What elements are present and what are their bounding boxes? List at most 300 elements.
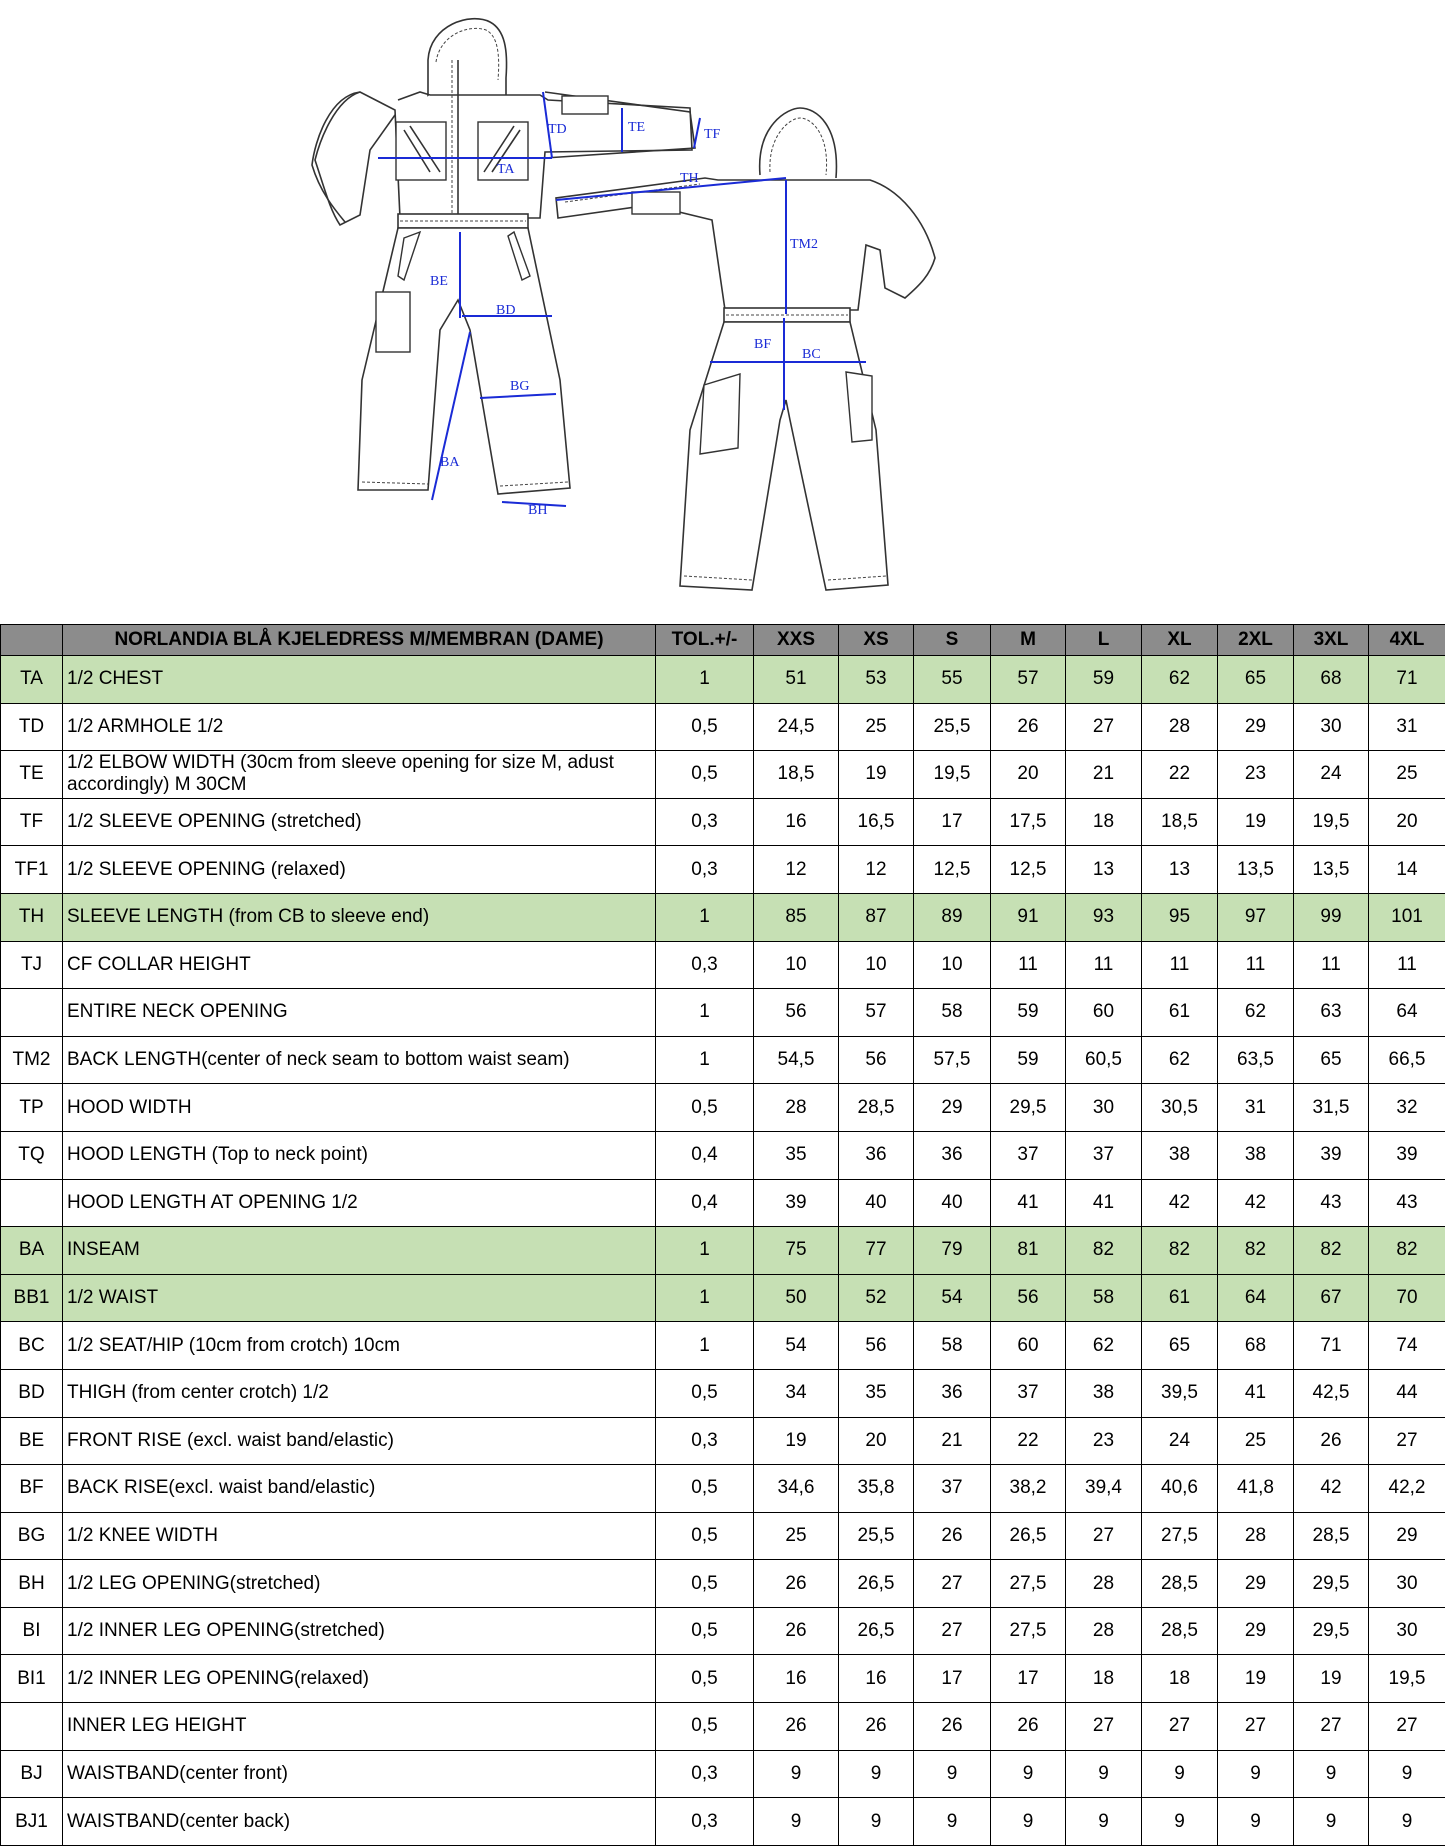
header-size-3xl: 3XL xyxy=(1294,625,1369,656)
row-tolerance: 0,5 xyxy=(656,1607,754,1655)
row-value: 37 xyxy=(1066,1131,1142,1179)
row-value: 62 xyxy=(1066,1322,1142,1370)
row-value: 82 xyxy=(1294,1227,1369,1275)
row-value: 11 xyxy=(1218,941,1294,989)
row-value: 9 xyxy=(754,1798,839,1846)
row-value: 27 xyxy=(1066,703,1142,751)
row-description: 1/2 SLEEVE OPENING (relaxed) xyxy=(63,846,656,894)
measurement-spec-table xyxy=(0,624,1445,1846)
row-code xyxy=(1,1703,63,1751)
label-TD: TD xyxy=(548,122,567,137)
row-value: 54 xyxy=(914,1274,991,1322)
row-code: BD xyxy=(1,1369,63,1417)
row-value: 12 xyxy=(839,846,914,894)
row-value: 9 xyxy=(1218,1798,1294,1846)
row-value: 34 xyxy=(754,1369,839,1417)
row-description: BACK RISE(excl. waist band/elastic) xyxy=(63,1465,656,1513)
row-value: 19,5 xyxy=(914,751,991,799)
row-tolerance: 0,4 xyxy=(656,1131,754,1179)
header-tolerance: TOL.+/- xyxy=(656,625,754,656)
row-value: 28 xyxy=(1066,1607,1142,1655)
table-row xyxy=(1,1036,1445,1084)
row-tolerance: 0,5 xyxy=(656,1465,754,1513)
label-TF: TF xyxy=(704,127,721,142)
row-description: INSEAM xyxy=(63,1227,656,1275)
row-value: 29 xyxy=(1218,1560,1294,1608)
row-value: 19 xyxy=(754,1417,839,1465)
table-row xyxy=(1,1703,1445,1751)
table-row xyxy=(1,1369,1445,1417)
row-value: 27 xyxy=(1369,1703,1445,1751)
row-value: 19,5 xyxy=(1294,798,1369,846)
row-code: TP xyxy=(1,1084,63,1132)
row-code: BI1 xyxy=(1,1655,63,1703)
row-value: 42,2 xyxy=(1369,1465,1445,1513)
row-value: 16,5 xyxy=(839,798,914,846)
row-code: BJ xyxy=(1,1750,63,1798)
row-value: 19 xyxy=(1218,1655,1294,1703)
row-code: TA xyxy=(1,656,63,704)
header-code xyxy=(1,625,63,656)
row-code: TF1 xyxy=(1,846,63,894)
garment-illustration xyxy=(0,0,1445,620)
table-row xyxy=(1,1322,1445,1370)
row-value: 22 xyxy=(1142,751,1218,799)
row-value: 24 xyxy=(1142,1417,1218,1465)
row-value: 9 xyxy=(914,1750,991,1798)
row-value: 101 xyxy=(1369,893,1445,941)
row-value: 40,6 xyxy=(1142,1465,1218,1513)
table-row xyxy=(1,893,1445,941)
row-value: 25 xyxy=(1369,751,1445,799)
row-value: 59 xyxy=(991,1036,1066,1084)
row-tolerance: 0,5 xyxy=(656,1560,754,1608)
label-TA: TA xyxy=(497,162,515,177)
row-value: 51 xyxy=(754,656,839,704)
row-code: BI xyxy=(1,1607,63,1655)
row-value: 29 xyxy=(1218,703,1294,751)
row-tolerance: 1 xyxy=(656,893,754,941)
row-tolerance: 0,5 xyxy=(656,1703,754,1751)
row-code: TF xyxy=(1,798,63,846)
row-tolerance: 1 xyxy=(656,989,754,1037)
row-description: 1/2 ELBOW WIDTH (30cm from sleeve opening for size M, adust accordingly) M 30CM xyxy=(63,751,656,799)
row-value: 17,5 xyxy=(991,798,1066,846)
header-size-l: L xyxy=(1066,625,1142,656)
header-size-xs: XS xyxy=(839,625,914,656)
row-code: BB1 xyxy=(1,1274,63,1322)
table-row xyxy=(1,1750,1445,1798)
row-value: 36 xyxy=(839,1131,914,1179)
row-value: 18,5 xyxy=(754,751,839,799)
row-description: BACK LENGTH(center of neck seam to bottom waist seam) xyxy=(63,1036,656,1084)
header-size-xl: XL xyxy=(1142,625,1218,656)
row-value: 62 xyxy=(1142,656,1218,704)
row-code: TQ xyxy=(1,1131,63,1179)
row-value: 62 xyxy=(1218,989,1294,1037)
row-value: 9 xyxy=(1294,1798,1369,1846)
row-value: 91 xyxy=(991,893,1066,941)
row-tolerance: 0,3 xyxy=(656,941,754,989)
row-value: 10 xyxy=(754,941,839,989)
row-value: 26 xyxy=(754,1560,839,1608)
row-value: 36 xyxy=(914,1369,991,1417)
row-value: 81 xyxy=(991,1227,1066,1275)
row-value: 9 xyxy=(1066,1798,1142,1846)
row-value: 27,5 xyxy=(1142,1512,1218,1560)
row-value: 60,5 xyxy=(1066,1036,1142,1084)
row-value: 21 xyxy=(1066,751,1142,799)
row-value: 9 xyxy=(754,1750,839,1798)
row-value: 41 xyxy=(1218,1369,1294,1417)
row-value: 57 xyxy=(991,656,1066,704)
row-value: 41,8 xyxy=(1218,1465,1294,1513)
row-value: 54 xyxy=(754,1322,839,1370)
row-value: 13,5 xyxy=(1294,846,1369,894)
row-description: 1/2 CHEST xyxy=(63,656,656,704)
label-BA: BA xyxy=(440,455,460,470)
row-value: 18 xyxy=(1066,1655,1142,1703)
row-value: 42 xyxy=(1294,1465,1369,1513)
row-value: 39 xyxy=(754,1179,839,1227)
row-value: 12,5 xyxy=(914,846,991,894)
row-value: 9 xyxy=(1066,1750,1142,1798)
row-value: 58 xyxy=(1066,1274,1142,1322)
row-value: 31,5 xyxy=(1294,1084,1369,1132)
row-value: 9 xyxy=(1142,1750,1218,1798)
row-value: 23 xyxy=(1218,751,1294,799)
row-value: 39 xyxy=(1369,1131,1445,1179)
row-value: 74 xyxy=(1369,1322,1445,1370)
row-value: 42 xyxy=(1218,1179,1294,1227)
row-code: BG xyxy=(1,1512,63,1560)
row-tolerance: 1 xyxy=(656,656,754,704)
label-BE: BE xyxy=(430,274,448,289)
row-value: 71 xyxy=(1294,1322,1369,1370)
row-value: 35,8 xyxy=(839,1465,914,1513)
row-value: 89 xyxy=(914,893,991,941)
row-value: 58 xyxy=(914,1322,991,1370)
row-description: ENTIRE NECK OPENING xyxy=(63,989,656,1037)
row-value: 71 xyxy=(1369,656,1445,704)
row-value: 27 xyxy=(914,1607,991,1655)
row-value: 37 xyxy=(991,1369,1066,1417)
label-TM2: TM2 xyxy=(790,237,818,252)
row-value: 19 xyxy=(1218,798,1294,846)
row-value: 57 xyxy=(839,989,914,1037)
header-size-2xl: 2XL xyxy=(1218,625,1294,656)
row-value: 10 xyxy=(839,941,914,989)
header-size-m: M xyxy=(991,625,1066,656)
row-value: 17 xyxy=(991,1655,1066,1703)
row-value: 16 xyxy=(754,1655,839,1703)
table-row xyxy=(1,1227,1445,1275)
row-description: FRONT RISE (excl. waist band/elastic) xyxy=(63,1417,656,1465)
row-value: 26 xyxy=(839,1703,914,1751)
row-value: 87 xyxy=(839,893,914,941)
row-description: HOOD LENGTH (Top to neck point) xyxy=(63,1131,656,1179)
table-row xyxy=(1,1084,1445,1132)
row-value: 26 xyxy=(914,1512,991,1560)
row-value: 28,5 xyxy=(1142,1607,1218,1655)
row-tolerance: 1 xyxy=(656,1227,754,1275)
row-value: 25,5 xyxy=(839,1512,914,1560)
row-value: 70 xyxy=(1369,1274,1445,1322)
row-value: 58 xyxy=(914,989,991,1037)
row-value: 27,5 xyxy=(991,1560,1066,1608)
row-value: 29,5 xyxy=(1294,1607,1369,1655)
row-value: 9 xyxy=(991,1798,1066,1846)
row-value: 23 xyxy=(1066,1417,1142,1465)
row-value: 28,5 xyxy=(1294,1512,1369,1560)
row-value: 29 xyxy=(914,1084,991,1132)
row-value: 9 xyxy=(839,1798,914,1846)
row-value: 36 xyxy=(914,1131,991,1179)
table-row xyxy=(1,751,1445,799)
row-code xyxy=(1,1179,63,1227)
row-value: 9 xyxy=(1369,1798,1445,1846)
row-code xyxy=(1,989,63,1037)
label-BH: BH xyxy=(528,503,548,518)
row-code: TJ xyxy=(1,941,63,989)
row-value: 17 xyxy=(914,1655,991,1703)
row-code: TM2 xyxy=(1,1036,63,1084)
row-value: 79 xyxy=(914,1227,991,1275)
front-view xyxy=(312,19,721,518)
table-row xyxy=(1,1512,1445,1560)
row-value: 28 xyxy=(1142,703,1218,751)
row-description: CF COLLAR HEIGHT xyxy=(63,941,656,989)
row-value: 44 xyxy=(1369,1369,1445,1417)
row-value: 82 xyxy=(1066,1227,1142,1275)
row-tolerance: 1 xyxy=(656,1274,754,1322)
row-value: 68 xyxy=(1218,1322,1294,1370)
label-TE: TE xyxy=(628,120,646,135)
row-tolerance: 1 xyxy=(656,1322,754,1370)
row-value: 41 xyxy=(991,1179,1066,1227)
row-value: 14 xyxy=(1369,846,1445,894)
row-value: 13,5 xyxy=(1218,846,1294,894)
row-value: 97 xyxy=(1218,893,1294,941)
row-value: 29,5 xyxy=(1294,1560,1369,1608)
row-description: 1/2 INNER LEG OPENING(stretched) xyxy=(63,1607,656,1655)
row-tolerance: 0,3 xyxy=(656,1417,754,1465)
row-value: 28,5 xyxy=(839,1084,914,1132)
row-value: 22 xyxy=(991,1417,1066,1465)
row-value: 26 xyxy=(991,1703,1066,1751)
row-code: TE xyxy=(1,751,63,799)
row-value: 11 xyxy=(1066,941,1142,989)
row-value: 27 xyxy=(1066,1512,1142,1560)
row-value: 37 xyxy=(991,1131,1066,1179)
row-value: 41 xyxy=(1066,1179,1142,1227)
row-value: 25 xyxy=(754,1512,839,1560)
row-value: 26 xyxy=(1294,1417,1369,1465)
row-code: TD xyxy=(1,703,63,751)
header-size-xxs: XXS xyxy=(754,625,839,656)
row-value: 42 xyxy=(1142,1179,1218,1227)
row-tolerance: 0,5 xyxy=(656,1084,754,1132)
row-value: 11 xyxy=(991,941,1066,989)
table-row xyxy=(1,1560,1445,1608)
row-value: 26 xyxy=(754,1703,839,1751)
row-description: WAISTBAND(center front) xyxy=(63,1750,656,1798)
header-size-4xl: 4XL xyxy=(1369,625,1445,656)
row-tolerance: 0,5 xyxy=(656,1655,754,1703)
row-value: 16 xyxy=(839,1655,914,1703)
table-row xyxy=(1,1465,1445,1513)
row-value: 24 xyxy=(1294,751,1369,799)
row-value: 63,5 xyxy=(1218,1036,1294,1084)
row-value: 38 xyxy=(1066,1369,1142,1417)
row-value: 52 xyxy=(839,1274,914,1322)
row-value: 31 xyxy=(1218,1084,1294,1132)
row-value: 28 xyxy=(1218,1512,1294,1560)
row-value: 60 xyxy=(991,1322,1066,1370)
row-value: 27,5 xyxy=(991,1607,1066,1655)
row-code: BH xyxy=(1,1560,63,1608)
row-value: 26 xyxy=(914,1703,991,1751)
table-row xyxy=(1,1417,1445,1465)
row-description: INNER LEG HEIGHT xyxy=(63,1703,656,1751)
row-value: 61 xyxy=(1142,1274,1218,1322)
row-value: 9 xyxy=(1142,1798,1218,1846)
row-tolerance: 0,4 xyxy=(656,1179,754,1227)
row-value: 75 xyxy=(754,1227,839,1275)
row-value: 20 xyxy=(1369,798,1445,846)
row-value: 59 xyxy=(1066,656,1142,704)
table-row xyxy=(1,846,1445,894)
row-value: 30 xyxy=(1294,703,1369,751)
row-value: 95 xyxy=(1142,893,1218,941)
table-row xyxy=(1,1798,1445,1846)
row-value: 30 xyxy=(1369,1560,1445,1608)
row-description: 1/2 KNEE WIDTH xyxy=(63,1512,656,1560)
table-row xyxy=(1,1274,1445,1322)
header-size-s: S xyxy=(914,625,991,656)
row-value: 19 xyxy=(1294,1655,1369,1703)
row-value: 27 xyxy=(914,1560,991,1608)
row-value: 31 xyxy=(1369,703,1445,751)
row-description: 1/2 SEAT/HIP (10cm from crotch) 10cm xyxy=(63,1322,656,1370)
row-value: 9 xyxy=(1218,1750,1294,1798)
row-value: 26,5 xyxy=(991,1512,1066,1560)
row-value: 24,5 xyxy=(754,703,839,751)
row-value: 30 xyxy=(1369,1607,1445,1655)
row-value: 50 xyxy=(754,1274,839,1322)
row-value: 35 xyxy=(839,1369,914,1417)
row-tolerance: 1 xyxy=(656,1036,754,1084)
row-value: 82 xyxy=(1142,1227,1218,1275)
row-code: BA xyxy=(1,1227,63,1275)
row-value: 54,5 xyxy=(754,1036,839,1084)
row-value: 9 xyxy=(914,1798,991,1846)
row-value: 39 xyxy=(1294,1131,1369,1179)
table-header-row xyxy=(1,625,1445,656)
row-value: 99 xyxy=(1294,893,1369,941)
row-value: 35 xyxy=(754,1131,839,1179)
row-value: 85 xyxy=(754,893,839,941)
row-value: 12 xyxy=(754,846,839,894)
row-value: 82 xyxy=(1369,1227,1445,1275)
row-value: 29 xyxy=(1369,1512,1445,1560)
row-description: SLEEVE LENGTH (from CB to sleeve end) xyxy=(63,893,656,941)
row-value: 56 xyxy=(839,1036,914,1084)
row-value: 26 xyxy=(991,703,1066,751)
row-value: 30 xyxy=(1066,1084,1142,1132)
row-description: 1/2 INNER LEG OPENING(relaxed) xyxy=(63,1655,656,1703)
row-code: BC xyxy=(1,1322,63,1370)
row-value: 25 xyxy=(839,703,914,751)
table-row xyxy=(1,798,1445,846)
row-value: 26,5 xyxy=(839,1607,914,1655)
row-value: 19,5 xyxy=(1369,1655,1445,1703)
row-value: 40 xyxy=(839,1179,914,1227)
row-tolerance: 0,3 xyxy=(656,1798,754,1846)
row-value: 9 xyxy=(1369,1750,1445,1798)
row-value: 39,5 xyxy=(1142,1369,1218,1417)
row-value: 11 xyxy=(1294,941,1369,989)
row-value: 9 xyxy=(839,1750,914,1798)
row-value: 38 xyxy=(1218,1131,1294,1179)
row-description: 1/2 LEG OPENING(stretched) xyxy=(63,1560,656,1608)
row-value: 60 xyxy=(1066,989,1142,1037)
row-value: 82 xyxy=(1218,1227,1294,1275)
row-value: 65 xyxy=(1294,1036,1369,1084)
row-value: 43 xyxy=(1369,1179,1445,1227)
row-description: THIGH (from center crotch) 1/2 xyxy=(63,1369,656,1417)
table-row xyxy=(1,1607,1445,1655)
row-tolerance: 0,3 xyxy=(656,798,754,846)
row-value: 29 xyxy=(1218,1607,1294,1655)
row-description: 1/2 ARMHOLE 1/2 xyxy=(63,703,656,751)
row-tolerance: 0,5 xyxy=(656,1512,754,1560)
row-value: 10 xyxy=(914,941,991,989)
row-value: 38 xyxy=(1142,1131,1218,1179)
row-description: 1/2 SLEEVE OPENING (stretched) xyxy=(63,798,656,846)
row-value: 55 xyxy=(914,656,991,704)
row-value: 11 xyxy=(1369,941,1445,989)
row-value: 57,5 xyxy=(914,1036,991,1084)
row-value: 39,4 xyxy=(1066,1465,1142,1513)
row-value: 29,5 xyxy=(991,1084,1066,1132)
row-value: 19 xyxy=(839,751,914,799)
header-title: NORLANDIA BLÅ KJELEDRESS M/MEMBRAN (DAME) xyxy=(63,625,656,656)
row-value: 25 xyxy=(1218,1417,1294,1465)
row-value: 26,5 xyxy=(839,1560,914,1608)
row-value: 28,5 xyxy=(1142,1560,1218,1608)
row-value: 34,6 xyxy=(754,1465,839,1513)
row-value: 13 xyxy=(1142,846,1218,894)
row-value: 9 xyxy=(991,1750,1066,1798)
table-row xyxy=(1,656,1445,704)
row-value: 37 xyxy=(914,1465,991,1513)
table-row xyxy=(1,1179,1445,1227)
row-value: 66,5 xyxy=(1369,1036,1445,1084)
row-value: 68 xyxy=(1294,656,1369,704)
row-value: 65 xyxy=(1218,656,1294,704)
row-value: 63 xyxy=(1294,989,1369,1037)
row-value: 21 xyxy=(914,1417,991,1465)
row-value: 18,5 xyxy=(1142,798,1218,846)
row-description: HOOD WIDTH xyxy=(63,1084,656,1132)
row-description: 1/2 WAIST xyxy=(63,1274,656,1322)
row-value: 77 xyxy=(839,1227,914,1275)
back-view xyxy=(556,108,935,590)
row-value: 20 xyxy=(839,1417,914,1465)
row-value: 56 xyxy=(991,1274,1066,1322)
row-value: 59 xyxy=(991,989,1066,1037)
